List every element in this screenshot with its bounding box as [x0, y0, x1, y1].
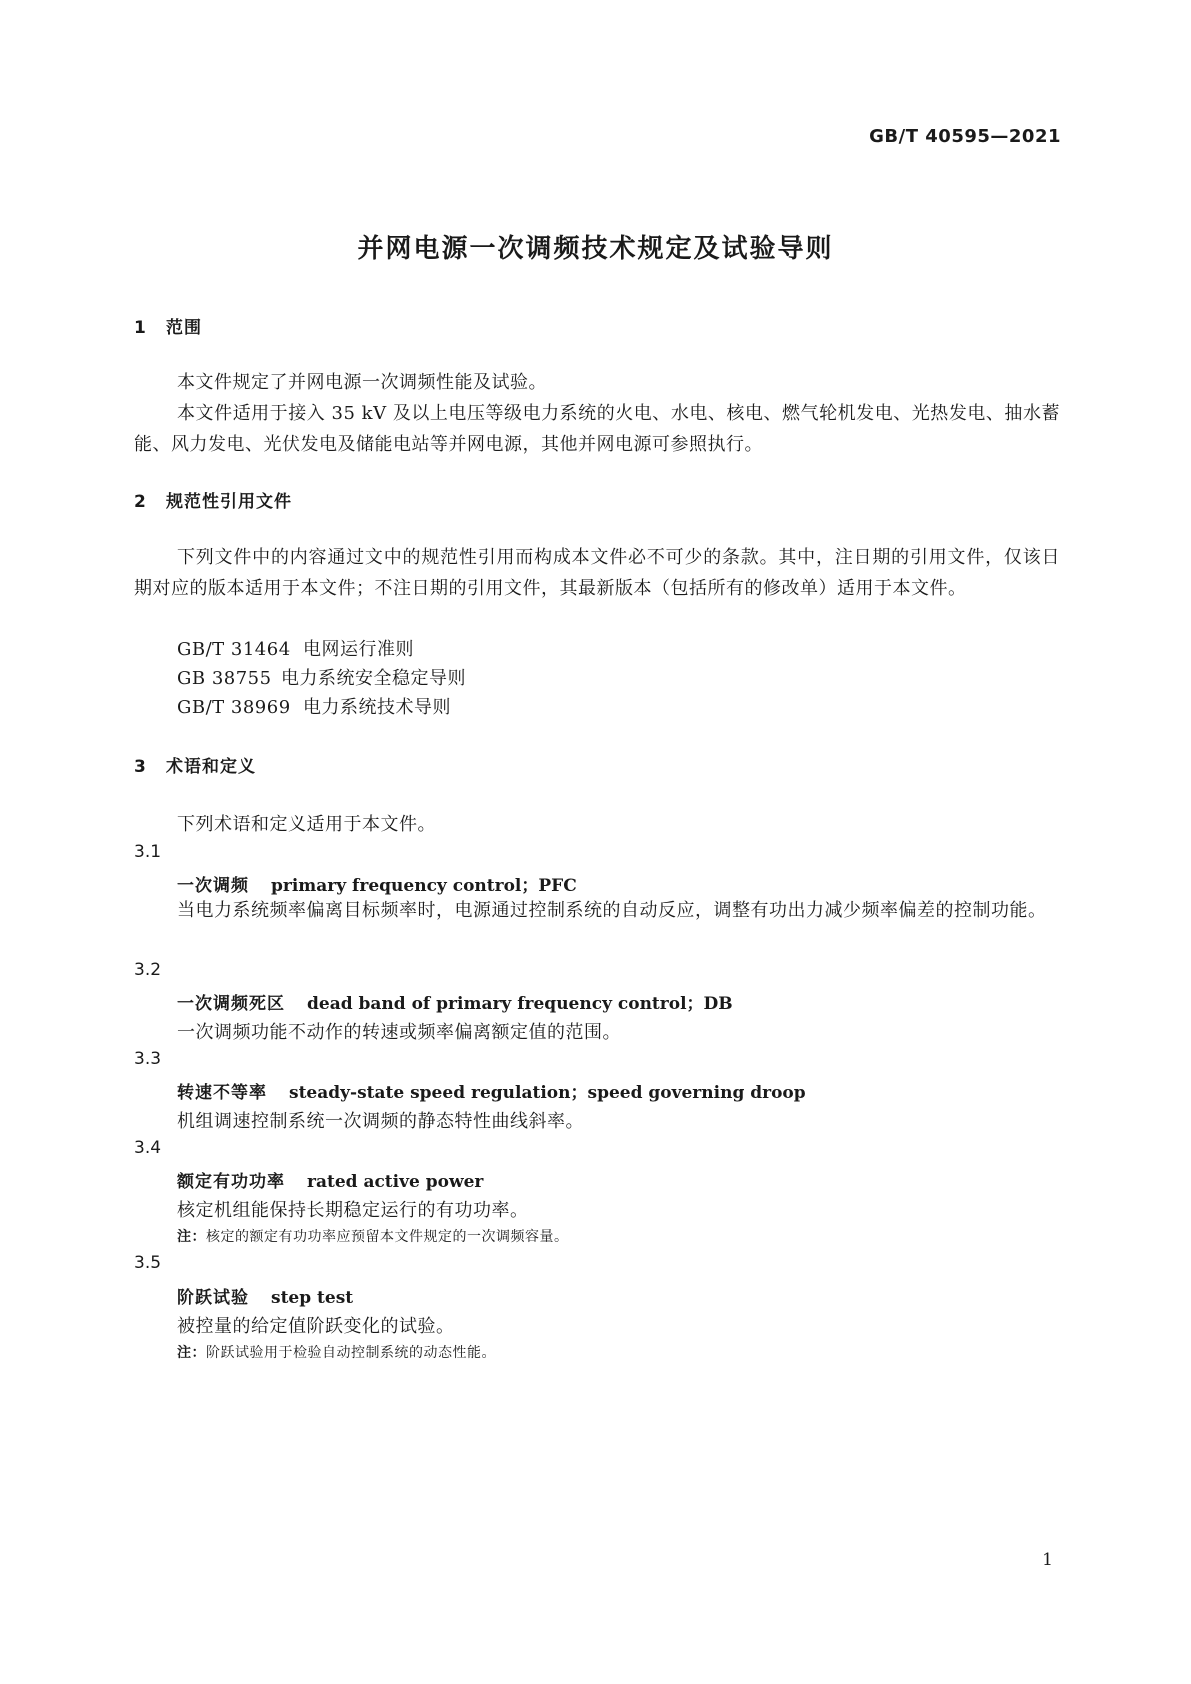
term-heading — [177, 1167, 483, 1192]
term-heading — [177, 989, 733, 1014]
section-title: 术语和定义 — [166, 757, 256, 777]
document-title: 并网电源一次调频技术规定及试验导则 — [357, 234, 834, 264]
term-zh: 转速不等率 — [177, 1083, 267, 1103]
section-heading-normative-references — [134, 487, 292, 512]
reference-code: GB 38755 — [177, 668, 272, 689]
term-heading — [177, 1078, 806, 1103]
reference-title: 电力系统安全稳定导则 — [281, 668, 466, 689]
paragraph: 本文件规定了并网电源一次调频性能及试验。 — [177, 372, 547, 393]
reference-item — [177, 693, 451, 719]
term-number: 3.1 — [134, 842, 162, 862]
term-en: step test — [271, 1288, 354, 1308]
term-heading — [177, 1283, 353, 1308]
reference-code: GB/T 38969 — [177, 697, 291, 718]
term-definition: 核定机组能保持长期稳定运行的有功功率。 — [177, 1200, 529, 1221]
note-label: 注： — [177, 1229, 206, 1245]
term-note — [177, 1342, 496, 1362]
term-zh: 阶跃试验 — [177, 1288, 249, 1308]
section-title: 规范性引用文件 — [166, 492, 292, 512]
term-en: steady-state speed regulation；speed governing droop — [289, 1083, 806, 1103]
term-zh: 额定有功功率 — [177, 1172, 285, 1192]
term-number: 3.3 — [134, 1049, 162, 1069]
section-heading-scope — [134, 313, 202, 338]
term-note — [177, 1226, 569, 1246]
term-definition: 机组调速控制系统一次调频的静态特性曲线斜率。 — [177, 1111, 584, 1132]
note-label: 注： — [177, 1345, 206, 1361]
reference-item — [177, 635, 414, 661]
section-number: 1 — [134, 318, 147, 338]
term-definition: 一次调频功能不动作的转速或频率偏离额定值的范围。 — [177, 1022, 621, 1043]
term-zh: 一次调频死区 — [177, 994, 285, 1014]
term-en: rated active power — [307, 1172, 484, 1192]
section-title: 范围 — [166, 318, 202, 338]
term-heading — [177, 871, 577, 896]
term-zh: 一次调频 — [177, 876, 249, 896]
term-number: 3.5 — [134, 1253, 162, 1273]
term-en: primary frequency control；PFC — [271, 876, 577, 896]
note-text: 阶跃试验用于检验自动控制系统的动态性能。 — [206, 1345, 496, 1361]
term-en: dead band of primary frequency control；DB — [307, 994, 733, 1014]
section-heading-terms-and-definitions — [134, 752, 256, 777]
paragraph: 本文件适用于接入 35 kV 及以上电压等级电力系统的火电、水电、核电、燃气轮机发电、光热发电、抽水蓄能、风力发电、光伏发电及储能电站等并网电源，其他并网电源可参照执行。 — [134, 403, 1060, 455]
term-number: 3.2 — [134, 960, 162, 980]
note-text: 核定的额定有功功率应预留本文件规定的一次调频容量。 — [206, 1229, 569, 1245]
reference-code: GB/T 31464 — [177, 639, 291, 660]
section-number: 3 — [134, 757, 147, 777]
section-intro: 下列术语和定义适用于本文件。 — [177, 814, 436, 835]
term-definition: 被控量的给定值阶跃变化的试验。 — [177, 1316, 455, 1337]
reference-title: 电网运行准则 — [303, 639, 414, 660]
paragraph: 下列文件中的内容通过文中的规范性引用而构成本文件必不可少的条款。其中，注日期的引用文件，仅该日期对应的版本适用于本文件；不注日期的引用文件，其最新版本（包括所有的修改单）适用于本文件。 — [134, 547, 1060, 599]
section-number: 2 — [134, 492, 147, 512]
page-number: 1 — [1042, 1550, 1053, 1570]
reference-title: 电力系统技术导则 — [303, 697, 451, 718]
standard-code: GB/T 40595—2021 — [869, 126, 1061, 147]
reference-item — [177, 664, 466, 690]
term-definition: 当电力系统频率偏离目标频率时，电源通过控制系统的自动反应，调整有功出力减少频率偏差的控制功能。 — [177, 900, 1047, 921]
term-number: 3.4 — [134, 1138, 162, 1158]
